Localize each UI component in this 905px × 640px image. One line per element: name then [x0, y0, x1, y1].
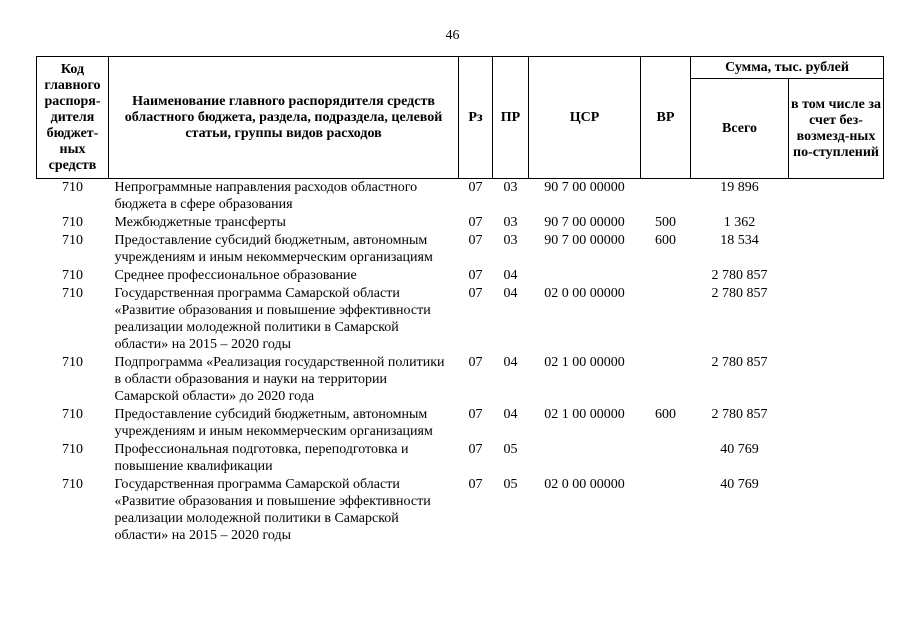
cell-gratuitous [789, 441, 884, 476]
cell-total: 2 780 857 [711, 407, 768, 422]
cell-pr: 03 [503, 233, 518, 248]
table-row [37, 406, 884, 441]
cell-gratuitous [789, 354, 884, 406]
table-row [37, 179, 884, 215]
cell-pr: 04 [503, 407, 518, 422]
header-csr: ЦСР [529, 57, 641, 179]
cell-vr [641, 476, 691, 545]
cell-name: Предоставление субсидий бюджетным, автономным учреждениям и иным некоммерческим организациям [114, 407, 433, 439]
table-row [37, 232, 884, 267]
table-row [37, 354, 884, 406]
header-sum: Сумма, тыс. рублей [691, 57, 884, 79]
cell-code: 710 [62, 407, 83, 422]
table-row [37, 476, 884, 545]
cell-csr: 02 0 00 00000 [544, 286, 625, 301]
cell-pr: 04 [503, 268, 518, 283]
cell-total: 40 769 [720, 477, 759, 492]
cell-csr [529, 441, 641, 476]
cell-gratuitous [789, 476, 884, 545]
cell-code: 710 [62, 442, 83, 457]
header-gratuitous: в том числе за счет без-возмезд-ных по-ступлений [789, 79, 884, 179]
header-total: Всего [691, 79, 789, 179]
cell-gratuitous [789, 406, 884, 441]
cell-vr [641, 179, 691, 215]
cell-name: Среднее профессиональное образование [114, 268, 357, 283]
cell-vr [641, 285, 691, 354]
cell-pr: 04 [503, 286, 518, 301]
cell-name: Непрограммные направления расходов областного бюджета в сфере образования [114, 180, 418, 212]
cell-gratuitous [789, 285, 884, 354]
cell-pr: 04 [503, 355, 518, 370]
table-header [37, 57, 884, 179]
cell-code: 710 [62, 286, 83, 301]
header-code: Код главного распоря-дителя бюджет-ных средств [37, 57, 109, 179]
cell-total: 2 780 857 [711, 355, 768, 370]
cell-name: Государственная программа Самарской области «Развитие образования и повышение эффективности реализации молодежной политики в Самарской области» на 2015 – 2020 годы [114, 477, 431, 543]
header-name: Наименование главного распорядителя средств областного бюджета, раздела, подраздела, целевой статьи, группы видов расходов [109, 57, 459, 179]
cell-name: Подпрограмма «Реализация государственной политики в области образования и науки на территории Самарской области» до 2020 года [114, 355, 445, 404]
cell-csr: 02 1 00 00000 [544, 355, 625, 370]
cell-rz: 07 [468, 268, 483, 283]
cell-code: 710 [62, 355, 83, 370]
cell-name: Профессиональная подготовка, переподготовка и повышение квалификации [114, 442, 409, 474]
cell-name: Межбюджетные трансферты [114, 215, 286, 230]
cell-pr: 05 [503, 442, 518, 457]
table-row [37, 441, 884, 476]
cell-total: 2 780 857 [711, 286, 768, 301]
cell-rz: 07 [468, 286, 483, 301]
cell-name: Предоставление субсидий бюджетным, автономным учреждениям и иным некоммерческим организациям [114, 233, 433, 265]
cell-rz: 07 [468, 442, 483, 457]
page-number: 46 [445, 28, 460, 43]
cell-vr [641, 441, 691, 476]
cell-gratuitous [789, 232, 884, 267]
cell-code: 710 [62, 233, 83, 248]
cell-csr: 02 0 00 00000 [544, 477, 625, 492]
cell-rz: 07 [468, 355, 483, 370]
cell-rz: 07 [468, 215, 483, 230]
cell-total: 1 362 [723, 215, 756, 230]
cell-csr: 02 1 00 00000 [544, 407, 625, 422]
header-pr: ПР [493, 57, 529, 179]
cell-gratuitous [789, 179, 884, 215]
cell-pr: 05 [503, 477, 518, 492]
cell-vr: 600 [655, 407, 676, 422]
cell-total: 40 769 [720, 442, 759, 457]
cell-pr: 03 [503, 215, 518, 230]
cell-total: 19 896 [720, 180, 759, 195]
cell-vr: 500 [655, 215, 676, 230]
cell-name: Государственная программа Самарской области «Развитие образования и повышение эффективности реализации молодежной политики в Самарской области» на 2015 – 2020 годы [114, 286, 431, 352]
table-body [37, 179, 884, 546]
table-row [37, 214, 884, 232]
cell-code: 710 [62, 477, 83, 492]
cell-rz: 07 [468, 233, 483, 248]
cell-csr: 90 7 00 00000 [544, 180, 625, 195]
cell-pr: 03 [503, 180, 518, 195]
cell-code: 710 [62, 180, 83, 195]
cell-rz: 07 [468, 180, 483, 195]
cell-rz: 07 [468, 407, 483, 422]
cell-total: 18 534 [720, 233, 759, 248]
table-row [37, 267, 884, 285]
cell-code: 710 [62, 268, 83, 283]
cell-csr [529, 267, 641, 285]
header-rz: Рз [459, 57, 493, 179]
cell-rz: 07 [468, 477, 483, 492]
budget-table [36, 56, 884, 545]
cell-code: 710 [62, 215, 83, 230]
cell-gratuitous [789, 267, 884, 285]
table-row [37, 285, 884, 354]
cell-total: 2 780 857 [711, 268, 768, 283]
cell-vr [641, 354, 691, 406]
cell-vr: 600 [655, 233, 676, 248]
cell-csr: 90 7 00 00000 [544, 233, 625, 248]
cell-vr [641, 267, 691, 285]
cell-gratuitous [789, 214, 884, 232]
cell-csr: 90 7 00 00000 [544, 215, 625, 230]
header-vr: ВР [641, 57, 691, 179]
